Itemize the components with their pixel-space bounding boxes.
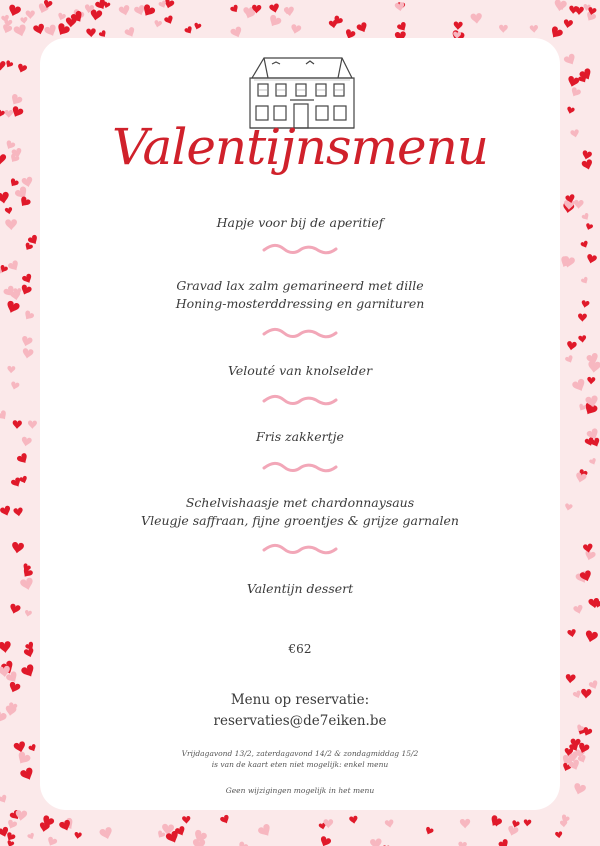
heart-icon xyxy=(584,630,598,644)
heart-icon xyxy=(230,4,240,14)
heart-icon xyxy=(8,681,22,694)
heart-icon xyxy=(581,150,592,161)
heart-icon xyxy=(124,26,137,39)
course-line: Valentijn dessert xyxy=(246,581,354,596)
heart-icon xyxy=(23,647,35,658)
reservation-label: Menu op reservatie: xyxy=(230,692,370,708)
heart-icon xyxy=(577,403,586,412)
heart-icon xyxy=(7,259,21,272)
heart-icon xyxy=(370,838,383,846)
heart-icon xyxy=(0,109,5,118)
heart-icon xyxy=(20,335,33,347)
heart-icon xyxy=(20,17,28,24)
heart-icon xyxy=(164,15,175,26)
heart-icon xyxy=(571,378,587,394)
heart-icon xyxy=(5,110,14,118)
heart-icon xyxy=(118,5,131,17)
heart-icon xyxy=(458,841,467,846)
heart-icon xyxy=(581,300,590,309)
heart-icon xyxy=(269,3,280,14)
heart-icon xyxy=(15,810,27,822)
swirl-divider-icon xyxy=(262,243,338,257)
course-6 xyxy=(40,580,560,598)
course-line: Gravad lax zalm gemarineerd met dille xyxy=(176,278,424,293)
course-4 xyxy=(40,428,560,446)
heart-icon xyxy=(11,542,24,555)
course-5 xyxy=(40,494,560,530)
heart-icon xyxy=(530,25,539,33)
heart-icon xyxy=(19,767,35,783)
note-line: Vrijdagavond 13/2, zaterdagavond 14/2 & zondagmiddag 15/2 xyxy=(181,749,419,758)
heart-icon xyxy=(584,550,597,562)
heart-icon xyxy=(46,836,58,846)
heart-icon xyxy=(22,348,34,359)
heart-icon xyxy=(23,242,33,252)
heart-icon xyxy=(12,420,22,429)
heart-icon xyxy=(284,6,295,17)
heart-icon xyxy=(8,603,21,615)
heart-icon xyxy=(7,4,22,18)
heart-icon xyxy=(21,436,33,447)
heart-icon xyxy=(586,254,598,265)
heart-icon xyxy=(0,505,12,517)
heart-icon xyxy=(318,835,331,846)
heart-icon xyxy=(19,475,29,484)
course-line: Schelvishaasje met chardonnaysaus xyxy=(185,495,415,510)
heart-icon xyxy=(523,819,531,827)
heart-icon xyxy=(572,782,586,796)
course-line: Fris zakkertje xyxy=(256,429,344,444)
heart-icon xyxy=(0,709,8,725)
heart-icon xyxy=(5,219,17,230)
heart-icon xyxy=(566,341,577,351)
course-line: Velouté van knolselder xyxy=(227,363,373,378)
heart-icon xyxy=(9,93,24,107)
heart-icon xyxy=(548,25,564,40)
heart-icon xyxy=(566,75,580,88)
heart-icon xyxy=(555,831,563,838)
heart-icon xyxy=(16,452,30,465)
heart-icon xyxy=(184,26,194,36)
heart-icon xyxy=(573,604,584,615)
heart-icon xyxy=(33,23,46,36)
heart-icon xyxy=(66,17,77,27)
heart-icon xyxy=(0,61,6,70)
heart-icon xyxy=(349,815,358,824)
heart-icon xyxy=(578,314,587,322)
heart-icon xyxy=(27,832,36,840)
heart-icon xyxy=(564,503,573,511)
heart-icon xyxy=(13,741,27,754)
course-line: Honing-mosterddressing en garnituren xyxy=(175,296,425,311)
heart-icon xyxy=(74,832,82,840)
heart-icon xyxy=(28,421,37,429)
heart-icon xyxy=(257,823,273,839)
heart-icon xyxy=(16,63,27,74)
heart-icon xyxy=(236,841,249,846)
heart-icon xyxy=(424,826,434,836)
heart-icon xyxy=(19,284,32,297)
heart-icon xyxy=(20,663,36,679)
heart-icon xyxy=(21,273,33,285)
heart-icon xyxy=(569,86,581,98)
reservation-email[interactable]: reservaties@de7eiken.be xyxy=(213,713,387,729)
heart-icon xyxy=(323,819,333,828)
heart-icon xyxy=(460,819,470,829)
heart-icon xyxy=(553,0,567,12)
heart-icon xyxy=(498,838,511,846)
heart-icon xyxy=(563,19,573,29)
heart-icon xyxy=(5,300,21,315)
heart-icon xyxy=(581,159,594,171)
menu-price: €62 xyxy=(288,642,312,656)
heart-icon xyxy=(356,21,369,34)
heart-icon xyxy=(6,840,15,846)
heart-icon xyxy=(24,610,32,618)
heart-icon xyxy=(267,14,283,29)
heart-icon xyxy=(565,674,576,684)
course-1 xyxy=(40,214,560,232)
heart-icon xyxy=(8,178,19,189)
heart-icon xyxy=(90,9,103,21)
heart-icon xyxy=(86,28,96,37)
heart-icon xyxy=(567,629,577,638)
heart-icon xyxy=(580,276,589,285)
heart-icon xyxy=(506,825,519,837)
heart-icon xyxy=(0,641,12,654)
heart-icon xyxy=(470,13,482,24)
heart-icon xyxy=(99,826,114,840)
swirl-divider-icon xyxy=(262,394,338,408)
heart-icon xyxy=(581,689,592,699)
heart-icon xyxy=(22,310,35,322)
swirl-divider-icon xyxy=(262,543,338,557)
availability-note xyxy=(40,748,560,770)
heart-icon xyxy=(572,690,582,700)
swirl-divider-icon xyxy=(262,461,338,475)
heart-icon xyxy=(13,507,23,517)
heart-icon xyxy=(10,381,20,391)
course-line: Hapje voor bij de aperitief xyxy=(216,215,384,230)
heart-icon xyxy=(587,377,595,385)
heart-icon xyxy=(0,794,9,805)
heart-icon xyxy=(193,22,202,30)
heart-icon xyxy=(384,819,394,828)
heart-icon xyxy=(5,207,14,215)
heart-icon xyxy=(20,577,35,591)
heart-icon xyxy=(1,24,13,35)
heart-icon xyxy=(290,24,302,35)
heart-icon xyxy=(21,567,34,580)
heart-icon xyxy=(57,12,67,21)
heart-icon xyxy=(0,191,10,204)
no-changes-note xyxy=(40,785,560,796)
heart-icon xyxy=(153,20,162,29)
heart-icon xyxy=(18,195,32,209)
heart-icon xyxy=(55,22,71,38)
heart-icon xyxy=(578,335,587,343)
heart-icon xyxy=(4,140,16,152)
heart-icon xyxy=(219,814,230,825)
heart-icon xyxy=(588,680,599,691)
heart-icon xyxy=(7,366,15,374)
heart-icon xyxy=(396,21,408,33)
course-3 xyxy=(40,362,560,380)
heart-icon xyxy=(585,223,594,231)
heart-icon xyxy=(0,410,9,422)
swirl-divider-icon xyxy=(262,327,338,341)
heart-icon xyxy=(488,814,503,829)
reservation-info xyxy=(40,690,560,732)
course-2 xyxy=(40,277,560,313)
heart-icon xyxy=(13,24,28,38)
heart-icon xyxy=(5,705,17,716)
menu-card xyxy=(40,38,560,810)
heart-icon xyxy=(574,200,584,209)
heart-icon xyxy=(28,744,38,753)
page-title: Valentijnsmenu xyxy=(112,118,488,176)
heart-icon xyxy=(0,154,6,165)
heart-icon xyxy=(581,212,590,221)
heart-icon xyxy=(583,543,594,553)
course-line: Vleugje saffraan, fijne groentjes & grijze garnalen xyxy=(141,513,459,528)
heart-icon xyxy=(558,255,573,269)
heart-icon xyxy=(15,750,32,766)
heart-icon xyxy=(574,6,584,15)
heart-icon xyxy=(4,60,14,69)
heart-icon xyxy=(566,106,575,115)
heart-icon xyxy=(182,816,191,824)
heart-icon xyxy=(44,24,59,38)
heart-icon xyxy=(570,129,580,138)
note-line: Geen wijzigingen mogelijk in het menu xyxy=(225,786,375,795)
heart-icon xyxy=(589,458,598,466)
heart-icon xyxy=(453,21,462,30)
heart-icon xyxy=(499,25,508,33)
note-line: is van de kaart eten niet mogelijk: enkel menu xyxy=(211,760,389,769)
heart-icon xyxy=(565,355,575,365)
heart-icon xyxy=(563,53,578,67)
heart-icon xyxy=(580,240,589,249)
